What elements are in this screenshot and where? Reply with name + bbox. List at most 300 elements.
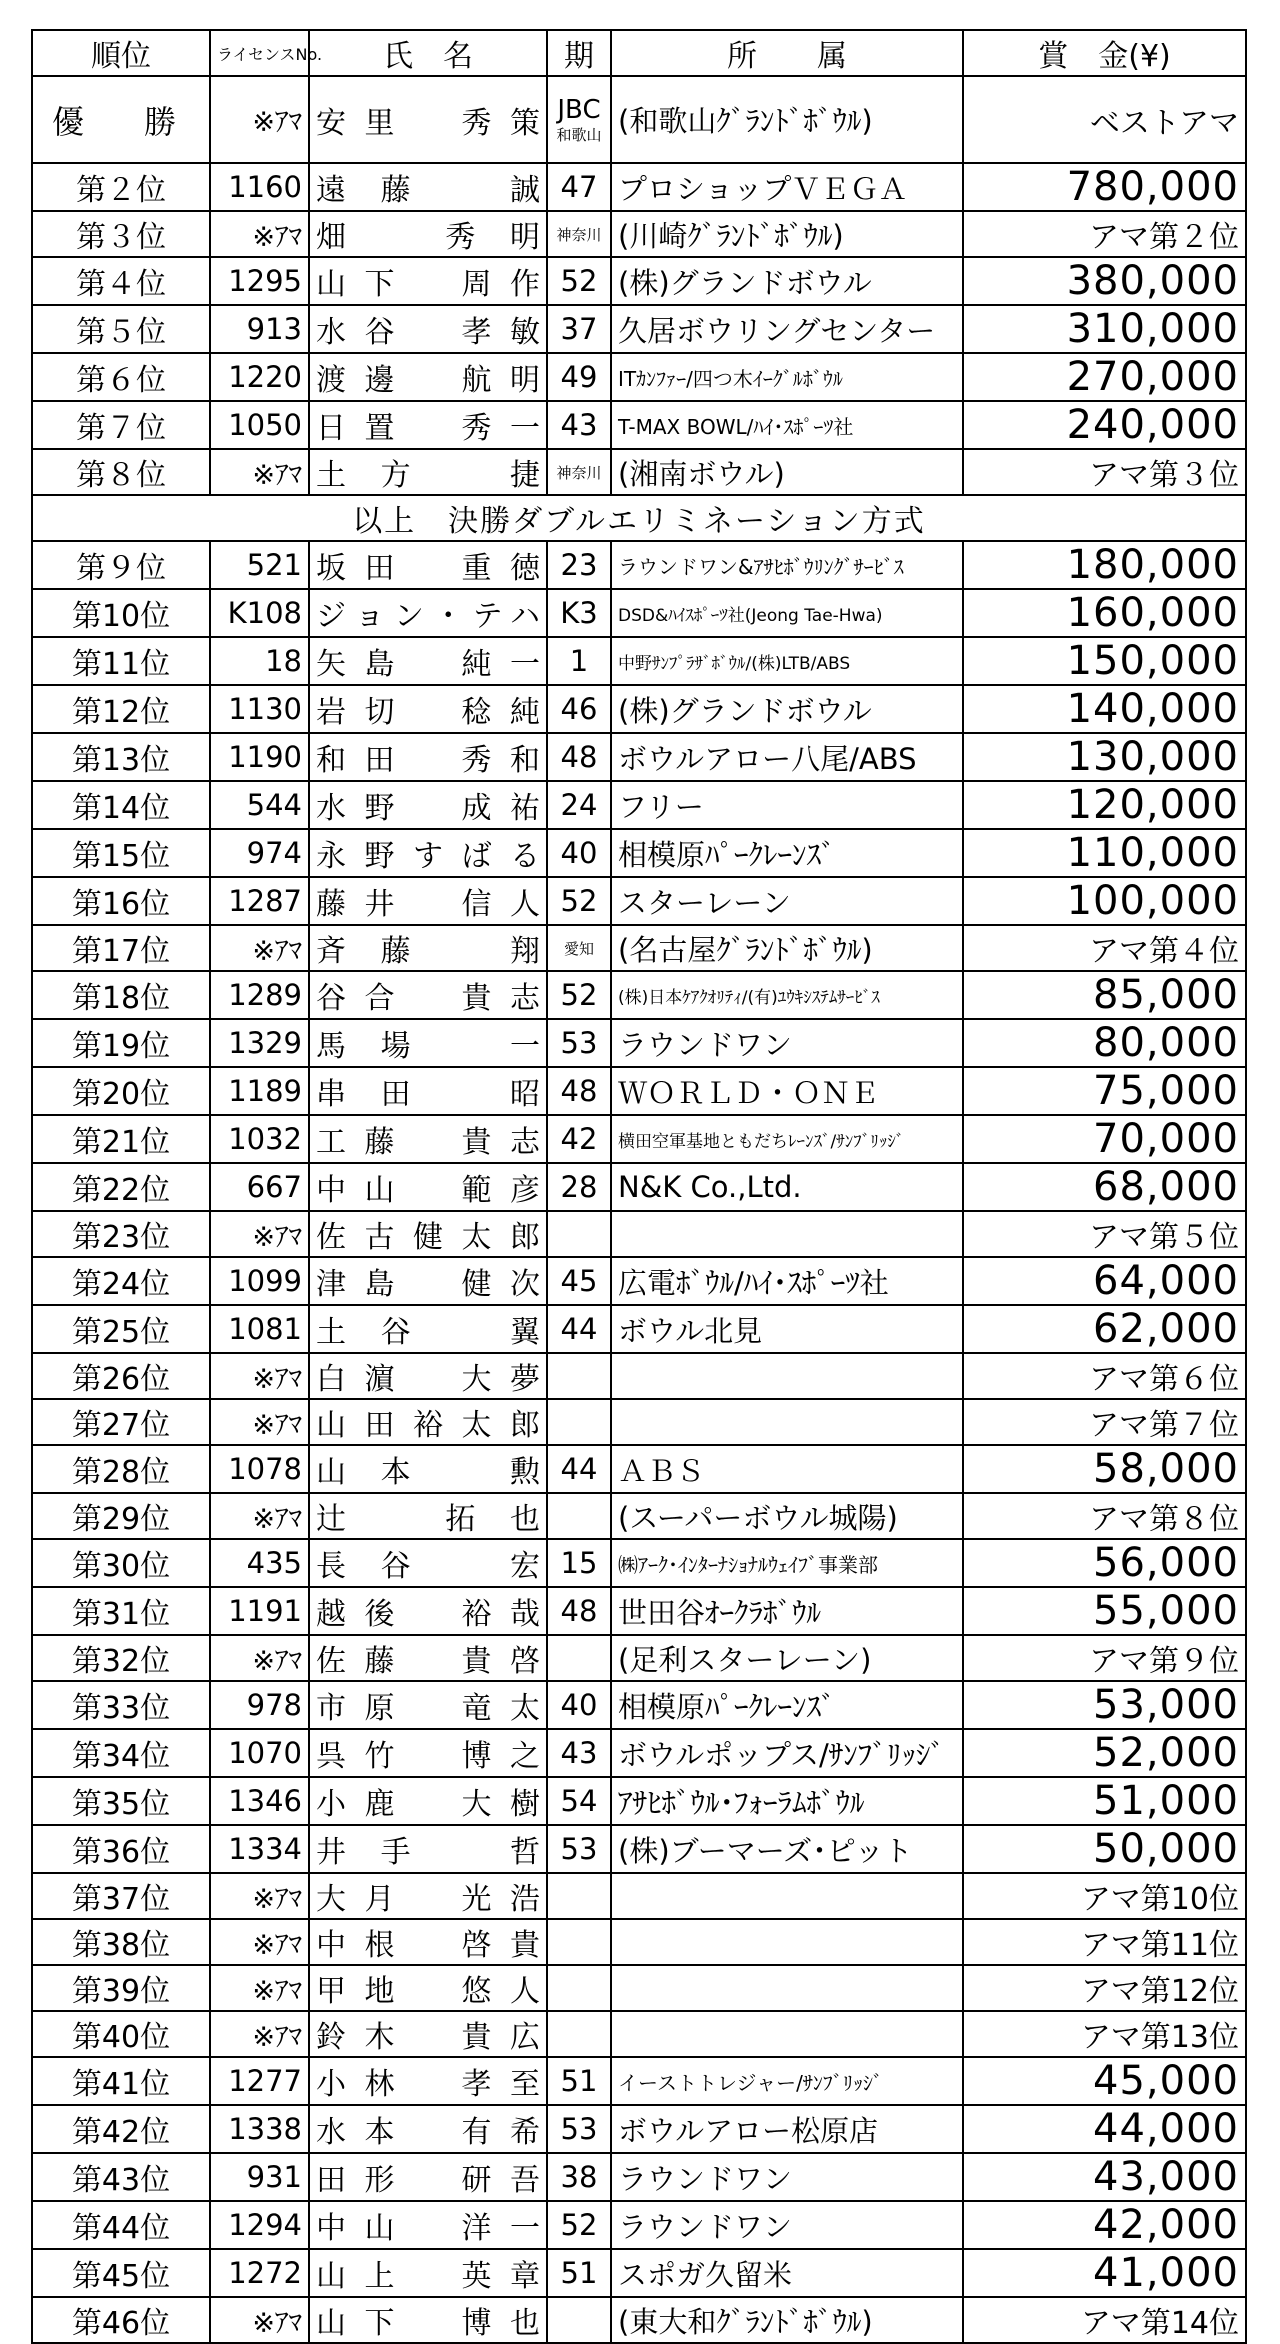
divider-row	[32, 495, 1246, 541]
name-cell: 津島 健次	[309, 1257, 547, 1305]
name-cell: 山田裕太郎	[309, 1399, 547, 1445]
results-sheet	[31, 29, 1245, 2344]
name-cell: 矢島 純一	[309, 637, 547, 685]
prize-cell: アマ第10位	[963, 1873, 1246, 1919]
rank-cell: 第33位	[32, 1681, 210, 1729]
name-cell: 白濵 大夢	[309, 1353, 547, 1399]
affiliation-cell: ボウルアロー松原店	[611, 2105, 963, 2153]
affiliation-cell: フリー	[611, 781, 963, 829]
license-cell: K108	[210, 589, 309, 637]
rank-cell: 第16位	[32, 877, 210, 925]
affiliation-cell: DSD&ﾊｲｽﾎﾟｰﾂ社(Jeong Tae-Hwa)	[611, 589, 963, 637]
affiliation-cell: (株)グランドボウル	[611, 257, 963, 305]
prize-cell: アマ第14位	[963, 2297, 1246, 2343]
term-cell: 1	[547, 637, 611, 685]
license-cell: 1295	[210, 257, 309, 305]
affiliation-cell: ラウンドワン	[611, 2201, 963, 2249]
rank-cell: 第39位	[32, 1965, 210, 2011]
term-cell: 48	[547, 1587, 611, 1635]
term-cell: 45	[547, 1257, 611, 1305]
table-row	[32, 2057, 1246, 2105]
license-cell: 1272	[210, 2249, 309, 2297]
term-cell: 23	[547, 541, 611, 589]
term-cell: 44	[547, 1305, 611, 1353]
table-row	[32, 1493, 1246, 1539]
license-cell: ※ｱﾏ	[210, 1635, 309, 1681]
term-cell: 49	[547, 353, 611, 401]
name-cell: 永野すばる	[309, 829, 547, 877]
term-cell	[547, 1965, 611, 2011]
name-cell: 藤井 信人	[309, 877, 547, 925]
license-cell: ※ｱﾏ	[210, 449, 309, 495]
term-cell: 40	[547, 1681, 611, 1729]
name-cell: 小林 孝至	[309, 2057, 547, 2105]
affiliation-cell	[611, 1965, 963, 2011]
term-cell: 38	[547, 2153, 611, 2201]
affiliation-cell: 久居ボウリングセンター	[611, 305, 963, 353]
rank-cell: 第19位	[32, 1019, 210, 1067]
prize-cell: 80,000	[963, 1019, 1246, 1067]
license-cell: ※ｱﾏ	[210, 1353, 309, 1399]
license-cell: 978	[210, 1681, 309, 1729]
table-row	[32, 1919, 1246, 1965]
name-cell: 遠藤 誠	[309, 163, 547, 211]
prize-cell: 780,000	[963, 163, 1246, 211]
rank-cell: 第15位	[32, 829, 210, 877]
table-row	[32, 211, 1246, 257]
term-cell	[547, 1353, 611, 1399]
table-row	[32, 2201, 1246, 2249]
table-row	[32, 637, 1246, 685]
table-row	[32, 257, 1246, 305]
name-cell: 佐藤 貴啓	[309, 1635, 547, 1681]
prize-cell: 68,000	[963, 1163, 1246, 1211]
rank-cell: 第14位	[32, 781, 210, 829]
winner-prize: ベストアマ	[963, 76, 1246, 163]
license-cell: 1277	[210, 2057, 309, 2105]
license-cell: ※ｱﾏ	[210, 1873, 309, 1919]
affiliation-cell	[611, 1211, 963, 1257]
prize-cell: 310,000	[963, 305, 1246, 353]
term-cell: 42	[547, 1115, 611, 1163]
name-cell: 畑 秀明	[309, 211, 547, 257]
name-cell: 水野 成祐	[309, 781, 547, 829]
table-row	[32, 1445, 1246, 1493]
rank-cell: 第10位	[32, 589, 210, 637]
term-cell: 53	[547, 2105, 611, 2153]
prize-cell: 160,000	[963, 589, 1246, 637]
rank-cell: 第８位	[32, 449, 210, 495]
license-cell: ※ｱﾏ	[210, 2011, 309, 2057]
term-cell: 53	[547, 1019, 611, 1067]
header-rank: 順位	[32, 30, 210, 76]
affiliation-cell: ボウル北見	[611, 1305, 963, 1353]
header-name: 氏 名	[309, 30, 547, 76]
term-cell: 40	[547, 829, 611, 877]
license-cell: ※ｱﾏ	[210, 1965, 309, 2011]
table-row	[32, 1635, 1246, 1681]
affiliation-cell: (株)日本ｹｱｸｵﾘﾃｨ/(有)ﾕｳｷｼｽﾃﾑｻｰﾋﾞｽ	[611, 971, 963, 1019]
affiliation-cell: 広電ﾎﾞｳﾙ/ﾊｲ･ｽﾎﾟｰﾂ社	[611, 1257, 963, 1305]
prize-cell: アマ第13位	[963, 2011, 1246, 2057]
prize-cell: アマ第12位	[963, 1965, 1246, 2011]
rank-cell: 第７位	[32, 401, 210, 449]
name-cell: 日置 秀一	[309, 401, 547, 449]
license-cell: 1078	[210, 1445, 309, 1493]
winner-term	[547, 76, 611, 163]
rank-cell: 第35位	[32, 1777, 210, 1825]
prize-cell: 130,000	[963, 733, 1246, 781]
table-row	[32, 163, 1246, 211]
term-cell: 52	[547, 877, 611, 925]
term-cell: 愛知	[547, 925, 611, 971]
table-row	[32, 1729, 1246, 1777]
term-cell: 15	[547, 1539, 611, 1587]
name-cell: 長谷 宏	[309, 1539, 547, 1587]
affiliation-cell: ボウルポップス/ｻﾝﾌﾞﾘｯｼﾞ	[611, 1729, 963, 1777]
table-row	[32, 2011, 1246, 2057]
prize-cell: アマ第６位	[963, 1353, 1246, 1399]
name-cell: 呉竹 博之	[309, 1729, 547, 1777]
rank-cell: 第５位	[32, 305, 210, 353]
winner-term-jbc: JBC	[557, 94, 601, 125]
prize-cell: 180,000	[963, 541, 1246, 589]
rank-cell: 第43位	[32, 2153, 210, 2201]
winner-name: 安里 秀策	[309, 76, 547, 163]
table-row	[32, 1163, 1246, 1211]
rank-cell: 第46位	[32, 2297, 210, 2343]
rank-cell: 第42位	[32, 2105, 210, 2153]
winner-affiliation: (和歌山ｸﾞﾗﾝﾄﾞﾎﾞｳﾙ)	[611, 76, 963, 163]
term-cell: 46	[547, 685, 611, 733]
affiliation-cell: N&K Co.,Ltd.	[611, 1163, 963, 1211]
rank-cell: 第40位	[32, 2011, 210, 2057]
affiliation-cell: (川崎ｸﾞﾗﾝﾄﾞﾎﾞｳﾙ)	[611, 211, 963, 257]
license-cell: ※ｱﾏ	[210, 1399, 309, 1445]
name-cell: 井手 哲	[309, 1825, 547, 1873]
winner-rank: 優 勝	[32, 76, 210, 163]
affiliation-cell	[611, 1353, 963, 1399]
winner-license: ※ｱﾏ	[210, 76, 309, 163]
license-cell: ※ｱﾏ	[210, 925, 309, 971]
prize-cell: 100,000	[963, 877, 1246, 925]
name-cell: 工藤 貴志	[309, 1115, 547, 1163]
affiliation-cell: (名古屋ｸﾞﾗﾝﾄﾞﾎﾞｳﾙ)	[611, 925, 963, 971]
rank-cell: 第12位	[32, 685, 210, 733]
results-bottom-section	[32, 541, 1246, 2343]
winner-row	[32, 76, 1246, 163]
prize-cell: 70,000	[963, 1115, 1246, 1163]
affiliation-cell: 相模原ﾊﾟｰｸﾚｰﾝｽﾞ	[611, 829, 963, 877]
rank-cell: 第11位	[32, 637, 210, 685]
license-cell: 1220	[210, 353, 309, 401]
prize-cell: 120,000	[963, 781, 1246, 829]
prize-cell: 42,000	[963, 2201, 1246, 2249]
term-cell: 48	[547, 1067, 611, 1115]
rank-cell: 第25位	[32, 1305, 210, 1353]
affiliation-cell: ボウルアロー八尾/ABS	[611, 733, 963, 781]
table-row	[32, 733, 1246, 781]
prize-cell: 56,000	[963, 1539, 1246, 1587]
license-cell: 974	[210, 829, 309, 877]
affiliation-cell: (湘南ボウル)	[611, 449, 963, 495]
affiliation-cell: (株)ブーマーズ･ピット	[611, 1825, 963, 1873]
affiliation-cell: プロショップＶＥＧＡ	[611, 163, 963, 211]
license-cell: 1191	[210, 1587, 309, 1635]
prize-cell: 58,000	[963, 1445, 1246, 1493]
term-cell: 51	[547, 2249, 611, 2297]
license-cell: 1099	[210, 1257, 309, 1305]
license-cell: 1081	[210, 1305, 309, 1353]
name-cell: 山上 英章	[309, 2249, 547, 2297]
license-cell: 544	[210, 781, 309, 829]
name-cell: 水谷 孝敏	[309, 305, 547, 353]
license-cell: 1130	[210, 685, 309, 733]
license-cell: 1329	[210, 1019, 309, 1067]
term-cell: 47	[547, 163, 611, 211]
table-row	[32, 1777, 1246, 1825]
rank-cell: 第37位	[32, 1873, 210, 1919]
rank-cell: 第32位	[32, 1635, 210, 1681]
term-cell	[547, 1493, 611, 1539]
rank-cell: 第４位	[32, 257, 210, 305]
table-row	[32, 2249, 1246, 2297]
rank-cell: 第29位	[32, 1493, 210, 1539]
prize-cell: 75,000	[963, 1067, 1246, 1115]
rank-cell: 第２位	[32, 163, 210, 211]
affiliation-cell: イーストトレジャー/ｻﾝﾌﾞﾘｯｼﾞ	[611, 2057, 963, 2105]
name-cell: 中山 洋一	[309, 2201, 547, 2249]
rank-cell: 第34位	[32, 1729, 210, 1777]
table-row	[32, 2297, 1246, 2343]
term-cell: 52	[547, 2201, 611, 2249]
prize-cell: 270,000	[963, 353, 1246, 401]
license-cell: 18	[210, 637, 309, 685]
license-cell: 1287	[210, 877, 309, 925]
table-row	[32, 589, 1246, 637]
table-row	[32, 449, 1246, 495]
license-cell: 1334	[210, 1825, 309, 1873]
license-cell: 521	[210, 541, 309, 589]
rank-cell: 第24位	[32, 1257, 210, 1305]
term-cell: 43	[547, 1729, 611, 1777]
license-cell: ※ｱﾏ	[210, 1493, 309, 1539]
prize-cell: アマ第２位	[963, 211, 1246, 257]
prize-cell: アマ第４位	[963, 925, 1246, 971]
affiliation-cell: ラウンドワン&ｱｻﾋﾎﾞｳﾘﾝｸﾞｻｰﾋﾞｽ	[611, 541, 963, 589]
term-cell: 51	[547, 2057, 611, 2105]
term-cell: 48	[547, 733, 611, 781]
affiliation-cell: T-MAX BOWL/ﾊｲ･ｽﾎﾟｰﾂ社	[611, 401, 963, 449]
term-cell: 44	[547, 1445, 611, 1493]
table-row	[32, 2105, 1246, 2153]
term-cell: 37	[547, 305, 611, 353]
name-cell: ジョン・テハ	[309, 589, 547, 637]
affiliation-cell: (株)グランドボウル	[611, 685, 963, 733]
term-cell: 52	[547, 257, 611, 305]
name-cell: 渡邊 航明	[309, 353, 547, 401]
name-cell: 山本 勲	[309, 1445, 547, 1493]
name-cell: 辻 拓也	[309, 1493, 547, 1539]
table-row	[32, 1257, 1246, 1305]
rank-cell: 第23位	[32, 1211, 210, 1257]
prize-cell: アマ第３位	[963, 449, 1246, 495]
name-cell: 鈴木 貴広	[309, 2011, 547, 2057]
table-row	[32, 305, 1246, 353]
affiliation-cell: ラウンドワン	[611, 1019, 963, 1067]
name-cell: 岩切 稔純	[309, 685, 547, 733]
table-row	[32, 1305, 1246, 1353]
prize-cell: アマ第９位	[963, 1635, 1246, 1681]
license-cell: ※ｱﾏ	[210, 211, 309, 257]
license-cell: 913	[210, 305, 309, 353]
term-cell: 24	[547, 781, 611, 829]
table-row	[32, 1587, 1246, 1635]
rank-cell: 第13位	[32, 733, 210, 781]
header-prize: 賞 金(¥)	[963, 30, 1246, 76]
table-row	[32, 829, 1246, 877]
rank-cell: 第17位	[32, 925, 210, 971]
name-cell: 山下 周作	[309, 257, 547, 305]
table-row	[32, 925, 1246, 971]
term-cell	[547, 2011, 611, 2057]
license-cell: 435	[210, 1539, 309, 1587]
rank-cell: 第45位	[32, 2249, 210, 2297]
table-row	[32, 2153, 1246, 2201]
header-affiliation: 所 属	[611, 30, 963, 76]
rank-cell: 第22位	[32, 1163, 210, 1211]
license-cell: 1346	[210, 1777, 309, 1825]
table-header-row	[32, 30, 1246, 76]
affiliation-cell: ラウンドワン	[611, 2153, 963, 2201]
name-cell: 田形 研吾	[309, 2153, 547, 2201]
affiliation-cell: 中野ｻﾝﾌﾟﾗｻﾞﾎﾞｳﾙ/(株)LTB/ABS	[611, 637, 963, 685]
prize-cell: 43,000	[963, 2153, 1246, 2201]
affiliation-cell: (東大和ｸﾞﾗﾝﾄﾞﾎﾞｳﾙ)	[611, 2297, 963, 2343]
rank-cell: 第31位	[32, 1587, 210, 1635]
prize-cell: 64,000	[963, 1257, 1246, 1305]
affiliation-cell	[611, 1873, 963, 1919]
prize-cell: 53,000	[963, 1681, 1246, 1729]
name-cell: 佐古健太郎	[309, 1211, 547, 1257]
rank-cell: 第26位	[32, 1353, 210, 1399]
table-row	[32, 401, 1246, 449]
table-row	[32, 1353, 1246, 1399]
affiliation-cell: ＡＢＳ	[611, 1445, 963, 1493]
prize-cell: 85,000	[963, 971, 1246, 1019]
name-cell: 中根 啓貴	[309, 1919, 547, 1965]
name-cell: 馬場 一	[309, 1019, 547, 1067]
table-row	[32, 877, 1246, 925]
results-top-section	[32, 76, 1246, 495]
term-cell: 神奈川	[547, 449, 611, 495]
prize-cell: アマ第８位	[963, 1493, 1246, 1539]
name-cell: 串田 昭	[309, 1067, 547, 1115]
header-license: ライセンスNo.	[210, 30, 309, 76]
prize-cell: アマ第７位	[963, 1399, 1246, 1445]
rank-cell: 第21位	[32, 1115, 210, 1163]
prize-cell: 62,000	[963, 1305, 1246, 1353]
affiliation-cell: ITｶﾝﾌｧｰ/四つ木ｲｰｸﾞﾙﾎﾞｳﾙ	[611, 353, 963, 401]
license-cell: 1190	[210, 733, 309, 781]
rank-cell: 第28位	[32, 1445, 210, 1493]
table-row	[32, 781, 1246, 829]
divider-section	[32, 495, 1246, 541]
table-row	[32, 1965, 1246, 2011]
name-cell: 小鹿 大樹	[309, 1777, 547, 1825]
affiliation-cell: (足利スターレーン)	[611, 1635, 963, 1681]
table-row	[32, 1825, 1246, 1873]
rank-cell: 第27位	[32, 1399, 210, 1445]
term-cell	[547, 1211, 611, 1257]
rank-cell: 第41位	[32, 2057, 210, 2105]
term-cell: 52	[547, 971, 611, 1019]
term-cell	[547, 2297, 611, 2343]
license-cell: 1032	[210, 1115, 309, 1163]
affiliation-cell: ｱｻﾋﾎﾞｳﾙ･ﾌｫｰﾗﾑﾎﾞｳﾙ	[611, 1777, 963, 1825]
name-cell: 甲地 悠人	[309, 1965, 547, 2011]
name-cell: 中山 範彦	[309, 1163, 547, 1211]
license-cell: 1289	[210, 971, 309, 1019]
name-cell: 水本 有希	[309, 2105, 547, 2153]
prize-cell: 240,000	[963, 401, 1246, 449]
table-row	[32, 541, 1246, 589]
table-row	[32, 1873, 1246, 1919]
prize-cell: 44,000	[963, 2105, 1246, 2153]
rank-cell: 第18位	[32, 971, 210, 1019]
table-row	[32, 1399, 1246, 1445]
name-cell: 土谷 翼	[309, 1305, 547, 1353]
term-cell	[547, 1873, 611, 1919]
table-row	[32, 1115, 1246, 1163]
rank-cell: 第38位	[32, 1919, 210, 1965]
name-cell: 坂田 重徳	[309, 541, 547, 589]
license-cell: 1070	[210, 1729, 309, 1777]
license-cell: 1050	[210, 401, 309, 449]
license-cell: 931	[210, 2153, 309, 2201]
rank-cell: 第20位	[32, 1067, 210, 1115]
affiliation-cell: 横田空軍基地ともだちﾚｰﾝｽﾞ/ｻﾝﾌﾞﾘｯｼﾞ	[611, 1115, 963, 1163]
affiliation-cell: ＷＯＲＬＤ・ＯＮＥ	[611, 1067, 963, 1115]
term-cell: 54	[547, 1777, 611, 1825]
prize-cell: 50,000	[963, 1825, 1246, 1873]
rank-cell: 第44位	[32, 2201, 210, 2249]
name-cell: 越後 裕哉	[309, 1587, 547, 1635]
name-cell: 斉藤 翔	[309, 925, 547, 971]
term-cell	[547, 1919, 611, 1965]
prize-cell: 140,000	[963, 685, 1246, 733]
name-cell: 市原 竜太	[309, 1681, 547, 1729]
affiliation-cell: スターレーン	[611, 877, 963, 925]
rank-cell: 第３位	[32, 211, 210, 257]
license-cell: 1160	[210, 163, 309, 211]
name-cell: 谷合 貴志	[309, 971, 547, 1019]
affiliation-cell: ㈱ｱｰｸ･ｲﾝﾀｰﾅｼｮﾅﾙｳｪｲﾌﾞ事業部	[611, 1539, 963, 1587]
affiliation-cell	[611, 2011, 963, 2057]
table-row	[32, 685, 1246, 733]
affiliation-cell: スポガ久留米	[611, 2249, 963, 2297]
name-cell: 和田 秀和	[309, 733, 547, 781]
license-cell: ※ｱﾏ	[210, 1211, 309, 1257]
rank-cell: 第６位	[32, 353, 210, 401]
term-cell	[547, 1635, 611, 1681]
term-cell	[547, 1399, 611, 1445]
table-row	[32, 1681, 1246, 1729]
license-cell: 1294	[210, 2201, 309, 2249]
rank-cell: 第30位	[32, 1539, 210, 1587]
prize-cell: 45,000	[963, 2057, 1246, 2105]
affiliation-cell: 相模原ﾊﾟｰｸﾚｰﾝｽﾞ	[611, 1681, 963, 1729]
